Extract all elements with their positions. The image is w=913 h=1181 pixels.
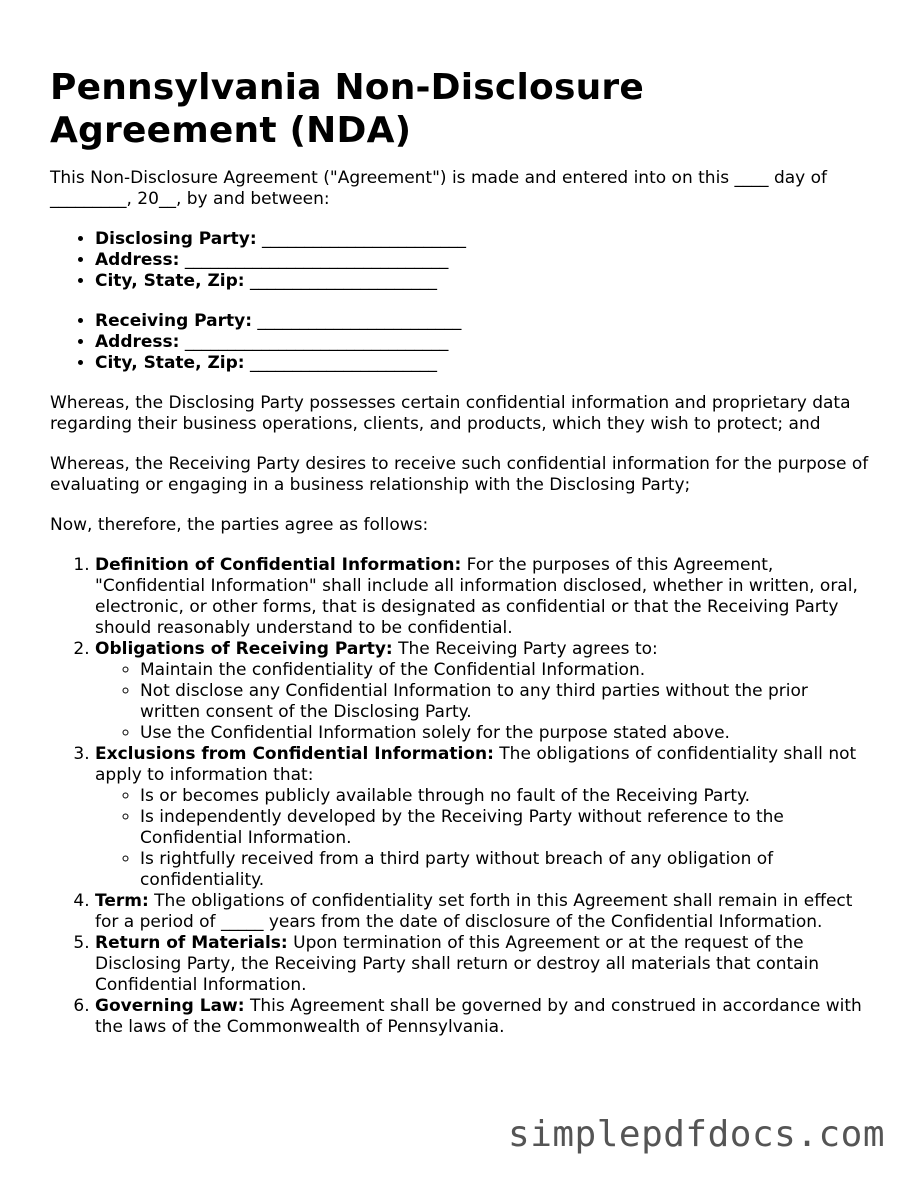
field-label: Disclosing Party: (95, 229, 257, 249)
field-label: City, State, Zip: (95, 271, 245, 291)
term-heading: Term: (95, 891, 149, 911)
field-label: Receiving Party: (95, 311, 253, 331)
term-heading: Obligations of Receiving Party: (95, 639, 393, 659)
watermark-logo: simplepdfdocs.com (508, 1114, 885, 1155)
field-blank: ________________________ (256, 229, 467, 249)
term-exclusions (95, 744, 870, 891)
term-heading: Exclusions from Confidential Information: (95, 744, 494, 764)
term-text: The obligations of confidentiality set forth in this Agreement shall remain in effect for a period of _____ years from the date of disclosure of the Confidential Information. (95, 891, 853, 932)
sub-item: ◦ Maintain the confidentiality of the Confidential Information. (140, 660, 870, 681)
sub-item: ◦ Is or becomes publicly available through no fault of the Receiving Party. (140, 786, 870, 807)
term-governing-law (95, 996, 870, 1038)
disclosing-party-list (50, 229, 870, 292)
field-blank: ______________________ (244, 353, 437, 373)
whereas-paragraph-2: Whereas, the Receiving Party desires to receive such confidential information for the purpose of evaluating or engaging in a business relationship with the Disclosing Party; (50, 454, 869, 495)
term-heading: Governing Law: (95, 996, 245, 1016)
term-heading: Return of Materials: (95, 933, 288, 953)
exclusions-sublist (95, 786, 870, 891)
disclosing-address-field (95, 250, 870, 271)
field-blank: _______________________________ (179, 332, 449, 352)
terms-list (50, 555, 870, 1038)
obligations-sublist (95, 660, 870, 744)
field-blank: ______________________ (244, 271, 437, 291)
field-blank: _______________________________ (179, 250, 449, 270)
sub-item: ◦ Use the Confidential Information solely for the purpose stated above. (140, 723, 870, 744)
document-title: Pennsylvania Non-Disclosure Agreement (NDA) (50, 67, 644, 151)
receiving-party-list (50, 311, 870, 374)
receiving-city-field (95, 353, 870, 374)
disclosing-party-field (95, 229, 870, 250)
field-label: Address: (95, 250, 180, 270)
term-text: This Agreement shall be governed by and construed in accordance with the laws of the Commonwealth of Pennsylvania. (95, 996, 862, 1037)
field-label: Address: (95, 332, 180, 352)
term-heading: Definition of Confidential Information: (95, 555, 462, 575)
term-text: For the purposes of this Agreement, "Confidential Information" shall include all information disclosed, whether in written, oral, electronic, or other forms, that is designated as confidential or that the Receiving Party should reasonably understand to be confidential. (95, 555, 858, 638)
term-text: The obligations of confidentiality shall not apply to information that: (95, 744, 857, 785)
sub-item: ◦ Is independently developed by the Receiving Party without reference to the Confidential Information. (140, 807, 870, 849)
term-definition (95, 555, 870, 639)
term-text: The Receiving Party agrees to: (392, 639, 658, 659)
whereas-paragraph-1: Whereas, the Disclosing Party possesses certain confidential information and proprietary data regarding their business operations, clients, and products, which they wish to protect; and (50, 393, 851, 434)
term-text: Upon termination of this Agreement or at the request of the Disclosing Party, the Receiving Party shall return or destroy all materials that contain Confidential Information. (95, 933, 820, 995)
now-therefore-paragraph: Now, therefore, the parties agree as follows: (50, 515, 429, 535)
intro-paragraph: This Non-Disclosure Agreement ("Agreement") is made and entered into on this ____ day of _________, 20__, by and between: (50, 168, 828, 209)
document-page (50, 66, 870, 1038)
term-obligations (95, 639, 870, 744)
term-duration (95, 891, 870, 933)
field-label: City, State, Zip: (95, 353, 245, 373)
receiving-address-field (95, 332, 870, 353)
sub-item: ◦ Is rightfully received from a third party without breach of any obligation of confidentiality. (140, 849, 870, 891)
sub-item: ◦ Not disclose any Confidential Information to any third parties without the prior written consent of the Disclosing Party. (140, 681, 870, 723)
field-blank: ________________________ (252, 311, 462, 331)
receiving-party-field (95, 311, 870, 332)
disclosing-city-field (95, 271, 870, 292)
term-return-materials (95, 933, 870, 996)
